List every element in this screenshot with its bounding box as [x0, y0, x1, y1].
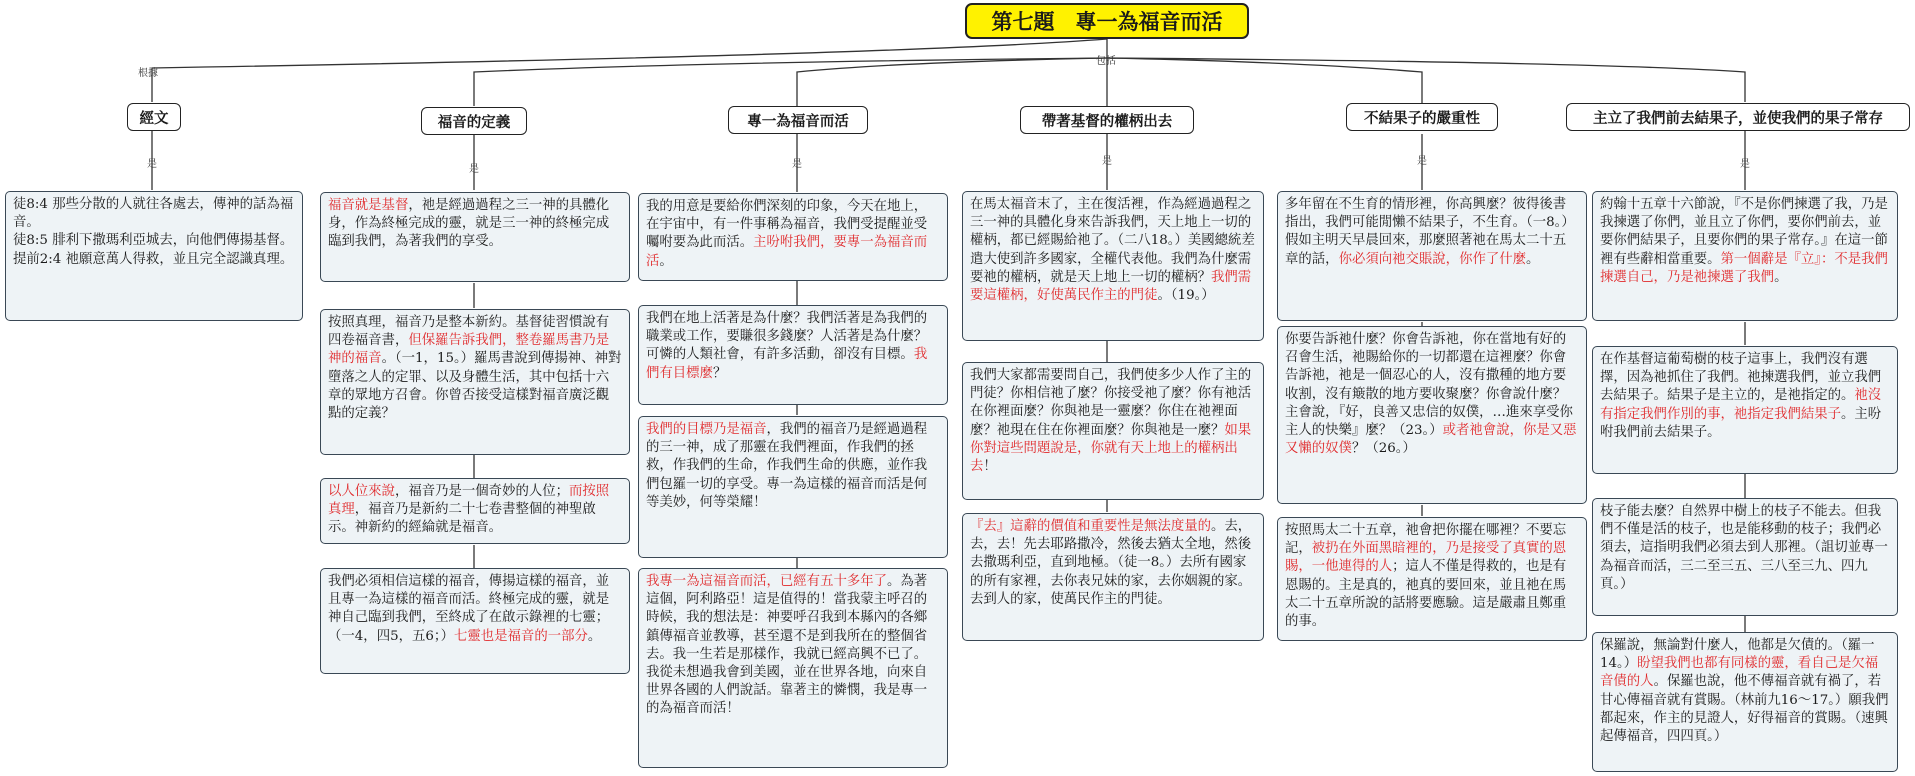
card-text: 我們在地上活著是為什麼？我們活著是為我們的職業或工作，要賺很多錢麼？人活著是為什麼？可憐的人類社會，有許多活動，卻沒有目標。	[646, 311, 928, 363]
highlight-text: 祂沒有指定我們作別的事，祂指定我們結果子	[1600, 388, 1882, 422]
card-barrenness	[1277, 191, 1587, 321]
card-gospel-definition	[320, 309, 630, 455]
card-text: 。（19。）	[1157, 288, 1215, 304]
topic-appointed-to-bear-fruit[interactable]: 主立了我們前去結果子，並使我們的果子常存	[1566, 103, 1910, 131]
highlight-text: 而按照真理	[328, 484, 610, 518]
highlight-text: 福音就是基督	[328, 198, 409, 213]
label-is: 是	[147, 159, 157, 170]
card-text: 你要告訴祂什麼？你會告訴祂，你在當地有好的召會生活，祂賜給你的一切都還在這裡麼？你會告訴祂，祂是一個忍心的人，沒有撒種的地方要收割，沒有簸散的地方要收聚麼？你會說什麼？主會說，『好，良善又忠信的奴僕，…進來享受你主人的快樂』麼？（23。）	[1285, 332, 1573, 439]
label-is: 是	[469, 164, 479, 175]
card-gospel-definition	[320, 478, 630, 544]
card-live-for-gospel	[638, 568, 948, 768]
card-barrenness	[1277, 326, 1587, 504]
topic-scripture[interactable]: 經文	[127, 103, 181, 131]
card-text: 在馬太福音末了，主在復活裡，作為經過過程之三一神的具體化身來告訴我們，天上地上一切的權柄，都已經賜給祂了。（二八18。）美國總統差遣大使到許多國家，全權代表他。我們為什麼需要祂的權柄，就是天上地上一切的權柄？	[970, 197, 1255, 285]
card-text: ；這人不僅是得救的，也是有恩賜的。主是真的，祂真的要回來，並且祂在馬太二十五章所說的話將要應驗。這是嚴肅且鄭重的事。	[1285, 559, 1567, 630]
highlight-text: 『去』這辭的價值和重要性是無法度量的	[970, 519, 1212, 534]
card-go-with-authority	[962, 362, 1264, 500]
label-is: 是	[792, 159, 802, 170]
card-live-for-gospel	[638, 305, 948, 405]
label-root-left: 根據	[138, 68, 158, 79]
highlight-text: 或者祂會說，你是又惡又懶的奴僕	[1285, 423, 1577, 457]
card-go-with-authority	[962, 513, 1264, 641]
card-bear-fruit	[1592, 346, 1898, 474]
highlight-text: 盼望我們也都有同樣的靈，看自己是欠福音債的人	[1600, 656, 1879, 690]
card-text: 。	[1526, 251, 1540, 267]
highlight-text: 我專一為這福音而活，已經有五十多年了	[646, 574, 888, 589]
highlight-text: 七靈也是福音的一部分	[453, 628, 588, 644]
topic-seriousness-of-barrenness[interactable]: 不結果子的嚴重性	[1346, 103, 1498, 131]
card-text: 枝子能去麼？自然界中樹上的枝子不能去。但我們不僅是活的枝子，也是能移動的枝子；我們必須去，這指明我們必須去到人那裡。（詛切並專一為福音而活，三二至三五、三八至三九、四九頁。）	[1600, 504, 1888, 592]
card-text: 我們大家都需要問自己，我們使多少人作了主的門徒？你相信祂了麼？你接受祂了麼？你有祂活在你裡面麼？你與祂是一靈麼？你住在祂裡面麼？祂現在住在你裡面麼？你與祂是一麼？	[970, 368, 1252, 438]
card-text: ，祂是經過過程之三一神的具體化身，作為終極完成的靈，就是三一神的終極完成臨到我們，為著我們的享受。	[328, 198, 610, 250]
card-text: 保羅說，無論對什麼人，他都是欠債的。（羅一14。）	[1600, 638, 1875, 672]
label-is: 是	[1102, 156, 1112, 167]
card-text: 。為著這個，阿利路亞！這是值得的！當我蒙主呼召的時候，我的想法是：神要呼召我到本縣內的各鄉鎮傳福音並教導，甚至還不是到我所在的整個省去。我一生若是那樣作，我就已經高興不已了。我從未想過我會到美國，並在世界各地，向來自世界各國的人們說話。靠著主的憐憫，我是專一的為福音而活！	[646, 574, 928, 717]
card-text: 我們必須相信這樣的福音，傳揚這樣的福音，並且專一為這樣的福音而活。終極完成的靈，就是神自己臨到我們，至終成了在啟示錄裡的七靈；（一4，四5，五6；）	[328, 574, 610, 644]
card-text: 按照真理，福音乃是整本新約。基督徒習慣說有四卷福音書，	[328, 315, 610, 349]
card-text: 徒8:4 那些分散的人就往各處去，傳神的話為福音。 徒8:5 腓利下撒瑪利亞城去，向他們傳揚基督。 提前2:4 祂願意萬人得救，並且完全認識真理。	[13, 197, 294, 267]
label-root-center: 包括	[1096, 56, 1116, 67]
highlight-text: 但保羅告訴我們，整卷羅馬書乃是神的福音	[328, 333, 610, 367]
highlight-text: 如果你對這些問題說是，你就有天上地上的權柄出去	[970, 422, 1252, 475]
card-text: ，福音乃是一個奇妙的人位；	[394, 484, 570, 499]
highlight-text: 我們有目標麼	[646, 347, 928, 381]
highlight-text: 我們的目標乃是福音	[646, 422, 767, 437]
highlight-text: 第一個辭是『立』：不是我們揀選自己，乃是祂揀選了我們	[1600, 251, 1888, 285]
card-text: ？（26。）	[1351, 441, 1416, 457]
card-text: 約翰十五章十六節說，『不是你們揀選了我，乃是我揀選了你們，並且立了你們，要你們前去，並要你們結果子，且要你們的果子常存。』在這一節裡有些辭相當重要。	[1600, 197, 1888, 267]
card-live-for-gospel	[638, 416, 948, 558]
card-bear-fruit	[1592, 498, 1898, 616]
card-scripture	[5, 191, 303, 321]
card-barrenness	[1277, 517, 1587, 641]
card-text: ，我們的福音乃是經過過程的三一神，成了那靈在我們裡面，作我們的拯救，作我們的生命，作我們生命的供應，並作我們包羅一切的享受。專一為這樣的福音而活是何等美妙，何等榮耀！	[646, 422, 928, 510]
label-is: 是	[1740, 159, 1750, 170]
card-text: 。（一1，15。）羅馬書說到傳揚神、神對墮落之人的定罪、以及身體生活，其中包括十六章的眾地方召會。你曾否接受這樣對福音廣泛觀點的定義？	[328, 351, 622, 422]
card-text: 。	[1774, 269, 1788, 285]
card-text: ？	[712, 365, 727, 381]
topic-gospel-definition[interactable]: 福音的定義	[421, 107, 527, 135]
topic-go-with-authority[interactable]: 帶著基督的權柄出去	[1020, 106, 1194, 134]
highlight-text: 你必須向祂交賬說，你作了什麼	[1338, 251, 1527, 267]
card-go-with-authority	[962, 191, 1264, 341]
card-text: 。主吩咐我們前去結果子。	[1600, 406, 1882, 440]
card-text: ！	[983, 459, 997, 475]
card-bear-fruit	[1592, 191, 1898, 321]
card-text: 。保羅也說，他不傳福音就有禍了，若甘心傳福音就有賞賜。（林前九16～17。）願我們都起來，作主的見證人，好得福音的賞賜。（速興起傳福音，四四頁。）	[1600, 674, 1889, 745]
highlight-text: 主吩咐我們，要專一為福音而活	[646, 235, 928, 269]
card-text: ，福音乃是新約二十七卷書整個的神聖啟示。神新約的經綸就是福音。	[328, 502, 596, 536]
card-text: 。	[659, 253, 673, 269]
highlight-text: 我們需要這權柄，好使萬民作主的門徒	[970, 269, 1252, 304]
highlight-text: 以人位來說	[328, 484, 395, 499]
topic-live-for-gospel[interactable]: 專一為福音而活	[728, 106, 868, 134]
label-is: 是	[1417, 156, 1427, 167]
card-text: 。去，去，去！先去耶路撒冷，然後去猶太全地，然後去撒瑪利亞，直到地極。（徒一8。）去所有國家的所有家裡，去你表兄妹的家，去你姻親的家。去到人的家，使萬民作主的門徒。	[970, 519, 1252, 607]
card-text: 。	[587, 628, 602, 644]
card-text: 按照馬太二十五章，祂會把你擺在哪裡？不要忘記，	[1285, 523, 1567, 557]
card-live-for-gospel	[638, 193, 948, 281]
card-gospel-definition	[320, 192, 630, 282]
highlight-text: 被扔在外面黑暗裡的，乃是接受了真實的恩賜，一他連得的人	[1285, 541, 1567, 575]
card-text: 在作基督這葡萄樹的枝子這事上，我們沒有選擇，因為祂抓住了我們。祂揀選我們，並立我們去結果子。結果子是主立的，是祂指定的。	[1600, 352, 1882, 404]
card-gospel-definition	[320, 568, 630, 674]
card-text: 我的用意是要給你們深刻的印象，今天在地上，在宇宙中，有一件事稱為福音，我們受提醒並受囑咐要為此而活。	[646, 199, 928, 251]
root-title[interactable]: 第七題 專一為福音而活	[965, 3, 1249, 39]
card-text: 多年留在不生育的情形裡，你高興麼？彼得後書指出，我們可能閒懶不結果子，不生育。（一8。）假如主明天早晨回來，那麼照著祂在馬太二十五章的話，	[1285, 197, 1575, 267]
card-bear-fruit	[1592, 632, 1898, 772]
